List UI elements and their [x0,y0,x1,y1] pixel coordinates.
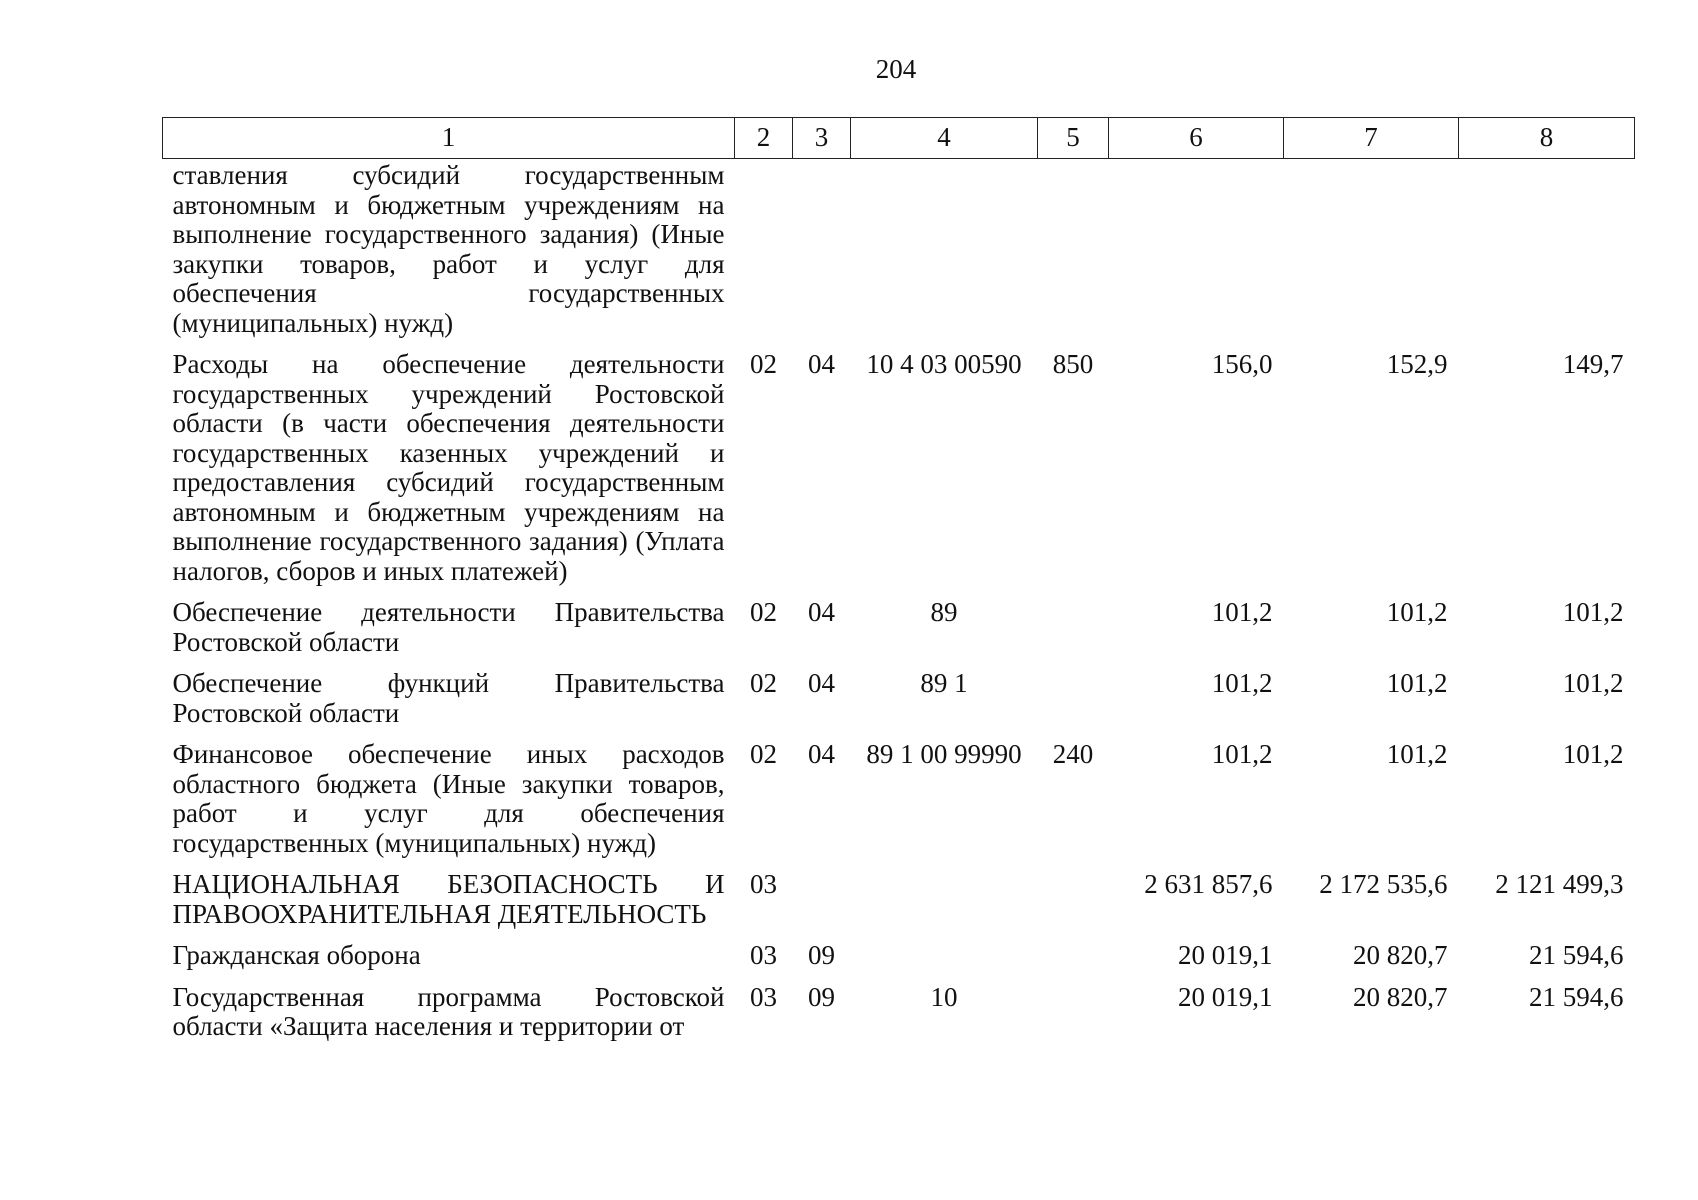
row-section: 02 [750,597,777,627]
row-subsection [793,159,851,351]
row-amount-3: 101,2 [1562,739,1624,769]
row-amount-1: 2 631 857,6 [1144,869,1273,899]
table-row [163,740,1635,870]
row-target-code [851,870,1038,941]
row-amount-3: 101,2 [1562,597,1624,627]
row-expense-type: 850 [1052,349,1094,379]
row-amount-3: 21 594,6 [1529,940,1624,970]
row-section: 02 [750,349,777,379]
row-expense-type: 240 [1052,739,1094,769]
row-amount-3: 21 594,6 [1529,981,1624,1012]
row-amount-3: 149,7 [1562,349,1624,379]
row-amount-1 [1109,159,1284,351]
row-target-code: 89 1 [920,668,968,698]
row-section: 02 [750,739,777,769]
row-name: Расходы на обеспечение деятельности государственных учреждений Ростовской области (в части обеспечения деятельности государственных казенных учреждений и предоставления субсидий государственным автономным и бюджетным учреждениям на выполнение государственного задания) (Уплата налогов, сборов и иных платежей) [172,349,725,586]
row-amount-2 [1284,159,1459,351]
table-row [163,598,1635,669]
table-row [163,159,1635,351]
row-name: Гражданская оборона [172,940,421,970]
row-name: Государственная программа Ростовской области «Защита населения и территории от [172,981,725,1041]
row-expense-type [1038,870,1109,941]
header-row [163,118,1635,159]
row-amount-1: 156,0 [1211,349,1273,379]
row-expense-type [1038,159,1109,351]
row-subsection [793,870,851,941]
row-target-code: 89 1 00 99990 [866,739,1022,769]
row-name: Финансовое обеспечение иных расходов областного бюджета (Иные закупки товаров, работ и услуг для обеспечения государственных (муниципальных) нужд) [172,739,725,858]
header-col-2: 2 [735,118,793,159]
row-amount-2: 20 820,7 [1353,940,1448,970]
row-subsection: 04 [808,349,835,379]
header-col-3: 3 [793,118,851,159]
row-expense-type [1038,669,1109,740]
row-amount-1: 101,2 [1211,668,1273,698]
row-amount-1: 20 019,1 [1178,981,1273,1012]
row-amount-2: 2 172 535,6 [1319,869,1448,899]
table-row [163,350,1635,598]
row-amount-2: 20 820,7 [1353,981,1448,1012]
row-section: 03 [750,940,777,970]
table-row [163,669,1635,740]
row-subsection: 09 [808,940,835,970]
row-subsection: 04 [808,597,835,627]
row-target-code: 10 4 03 00590 [866,349,1022,379]
row-target-code [851,941,1038,983]
row-expense-type [1038,983,1109,1054]
row-amount-3: 101,2 [1562,668,1624,698]
row-expense-type [1038,598,1109,669]
row-name: ставления субсидий государственным автономным и бюджетным учреждениям на выполнение государственного задания) (Иные закупки товаров, работ и услуг для обеспечения государственных (муниципальных) нужд) [172,160,725,338]
table-body [163,159,1635,1054]
page-number: 204 [875,54,917,84]
row-amount-2: 152,9 [1386,349,1448,379]
header-col-5: 5 [1038,118,1109,159]
header-col-8: 8 [1459,118,1635,159]
row-subsection: 04 [808,668,835,698]
header-col-4: 4 [851,118,1038,159]
row-amount-2: 101,2 [1386,597,1448,627]
row-amount-2: 101,2 [1386,739,1448,769]
table-header [163,118,1635,159]
row-expense-type [1038,941,1109,983]
row-amount-1: 101,2 [1211,597,1273,627]
row-amount-3 [1459,159,1635,351]
header-col-1: 1 [163,118,735,159]
row-amount-1: 20 019,1 [1178,940,1273,970]
row-section [735,159,793,351]
row-amount-1: 101,2 [1211,739,1273,769]
row-target-code [851,159,1038,351]
budget-table [162,117,1635,1054]
row-name: НАЦИОНАЛЬНАЯ БЕЗОПАСНОСТЬ И ПРАВООХРАНИТЕЛЬНАЯ ДЕЯТЕЛЬНОСТЬ [172,869,725,929]
row-section: 02 [750,668,777,698]
header-col-6: 6 [1109,118,1284,159]
row-amount-2: 101,2 [1386,668,1448,698]
table-row [163,870,1635,941]
row-name: Обеспечение деятельности Правительства Ростовской области [172,597,725,657]
row-section: 03 [750,869,777,899]
row-amount-3: 2 121 499,3 [1495,869,1624,899]
row-target-code: 10 [930,981,958,1012]
row-name: Обеспечение функций Правительства Ростовской области [172,668,725,728]
row-target-code: 89 [930,597,958,627]
table-row [163,983,1635,1054]
row-subsection: 09 [808,981,835,1012]
row-subsection: 04 [808,739,835,769]
row-section: 03 [750,981,777,1012]
table-row [163,941,1635,983]
header-col-7: 7 [1284,118,1459,159]
